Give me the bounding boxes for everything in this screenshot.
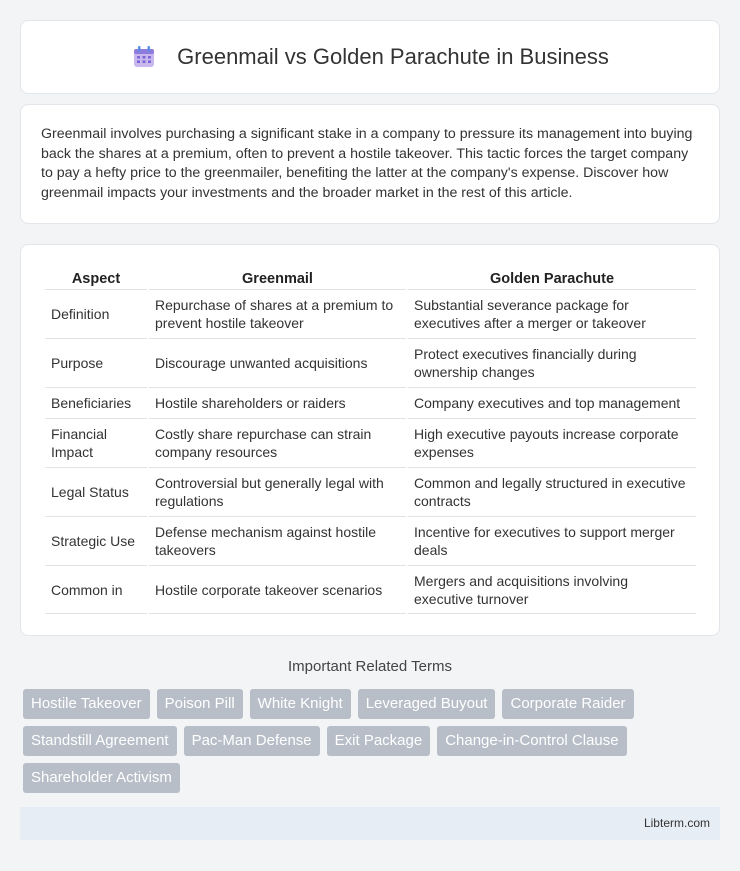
cell-greenmail: Discourage unwanted acquisitions <box>149 338 406 387</box>
calendar-icon <box>131 44 157 70</box>
cell-aspect: Purpose <box>45 338 147 387</box>
table-row <box>45 467 696 516</box>
table-row <box>45 289 696 338</box>
cell-golden-parachute: Protect executives financially during ownership changes <box>408 338 696 387</box>
cell-golden-parachute: Company executives and top management <box>408 387 696 418</box>
cell-greenmail: Hostile corporate takeover scenarios <box>149 565 406 614</box>
title-card <box>20 20 720 94</box>
related-term-tag[interactable]: Leveraged Buyout <box>358 689 496 719</box>
table-row <box>45 418 696 467</box>
cell-greenmail: Hostile shareholders or raiders <box>149 387 406 418</box>
cell-golden-parachute: Substantial severance package for executives after a merger or takeover <box>408 289 696 338</box>
related-term-tag[interactable]: White Knight <box>250 689 351 719</box>
cell-aspect: Legal Status <box>45 467 147 516</box>
header-aspect: Aspect <box>71 271 121 287</box>
table-row <box>45 516 696 565</box>
page-title: Greenmail vs Golden Parachute in Business <box>177 44 609 69</box>
cell-golden-parachute: Mergers and acquisitions involving executive turnover <box>408 565 696 614</box>
intro-text: Greenmail involves purchasing a significant stake in a company to pressure its management into buying back the shares at a premium, often to prevent a hostile takeover. This tactic forces the target company to pay a hefty price to the greenmailer, benefiting the latter at the company's expense. Discover how greenmail impacts your investments and the broader market in the rest of this article. <box>41 126 693 201</box>
cell-aspect: Common in <box>45 565 147 614</box>
footer <box>20 807 720 840</box>
related-terms-list <box>23 689 723 793</box>
related-term-tag[interactable]: Standstill Agreement <box>23 726 177 756</box>
related-term-tag[interactable]: Corporate Raider <box>502 689 633 719</box>
related-term-tag[interactable]: Pac-Man Defense <box>184 726 320 756</box>
cell-aspect: Strategic Use <box>45 516 147 565</box>
cell-greenmail: Repurchase of shares at a premium to prevent hostile takeover <box>149 289 406 338</box>
cell-greenmail: Defense mechanism against hostile takeovers <box>149 516 406 565</box>
related-term-tag[interactable]: Exit Package <box>327 726 431 756</box>
comparison-card <box>20 244 720 636</box>
intro-card <box>20 104 720 224</box>
cell-aspect: Financial Impact <box>45 418 147 467</box>
related-terms-title: Important Related Terms <box>288 658 452 675</box>
header-greenmail: Greenmail <box>242 271 313 287</box>
table-row <box>45 338 696 387</box>
cell-golden-parachute: Common and legally structured in executive contracts <box>408 467 696 516</box>
table-row <box>45 387 696 418</box>
cell-greenmail: Controversial but generally legal with regulations <box>149 467 406 516</box>
related-term-tag[interactable]: Poison Pill <box>157 689 243 719</box>
cell-golden-parachute: Incentive for executives to support merger deals <box>408 516 696 565</box>
related-term-tag[interactable]: Change-in-Control Clause <box>437 726 626 756</box>
cell-aspect: Beneficiaries <box>45 387 147 418</box>
cell-golden-parachute: High executive payouts increase corporate expenses <box>408 418 696 467</box>
cell-greenmail: Costly share repurchase can strain company resources <box>149 418 406 467</box>
cell-aspect: Definition <box>45 289 147 338</box>
related-term-tag[interactable]: Shareholder Activism <box>23 763 180 793</box>
comparison-table <box>43 265 698 614</box>
related-term-tag[interactable]: Hostile Takeover <box>23 689 150 719</box>
table-row <box>45 565 696 614</box>
header-golden-parachute: Golden Parachute <box>489 271 615 287</box>
footer-site-link[interactable]: Libterm.com <box>643 816 710 830</box>
